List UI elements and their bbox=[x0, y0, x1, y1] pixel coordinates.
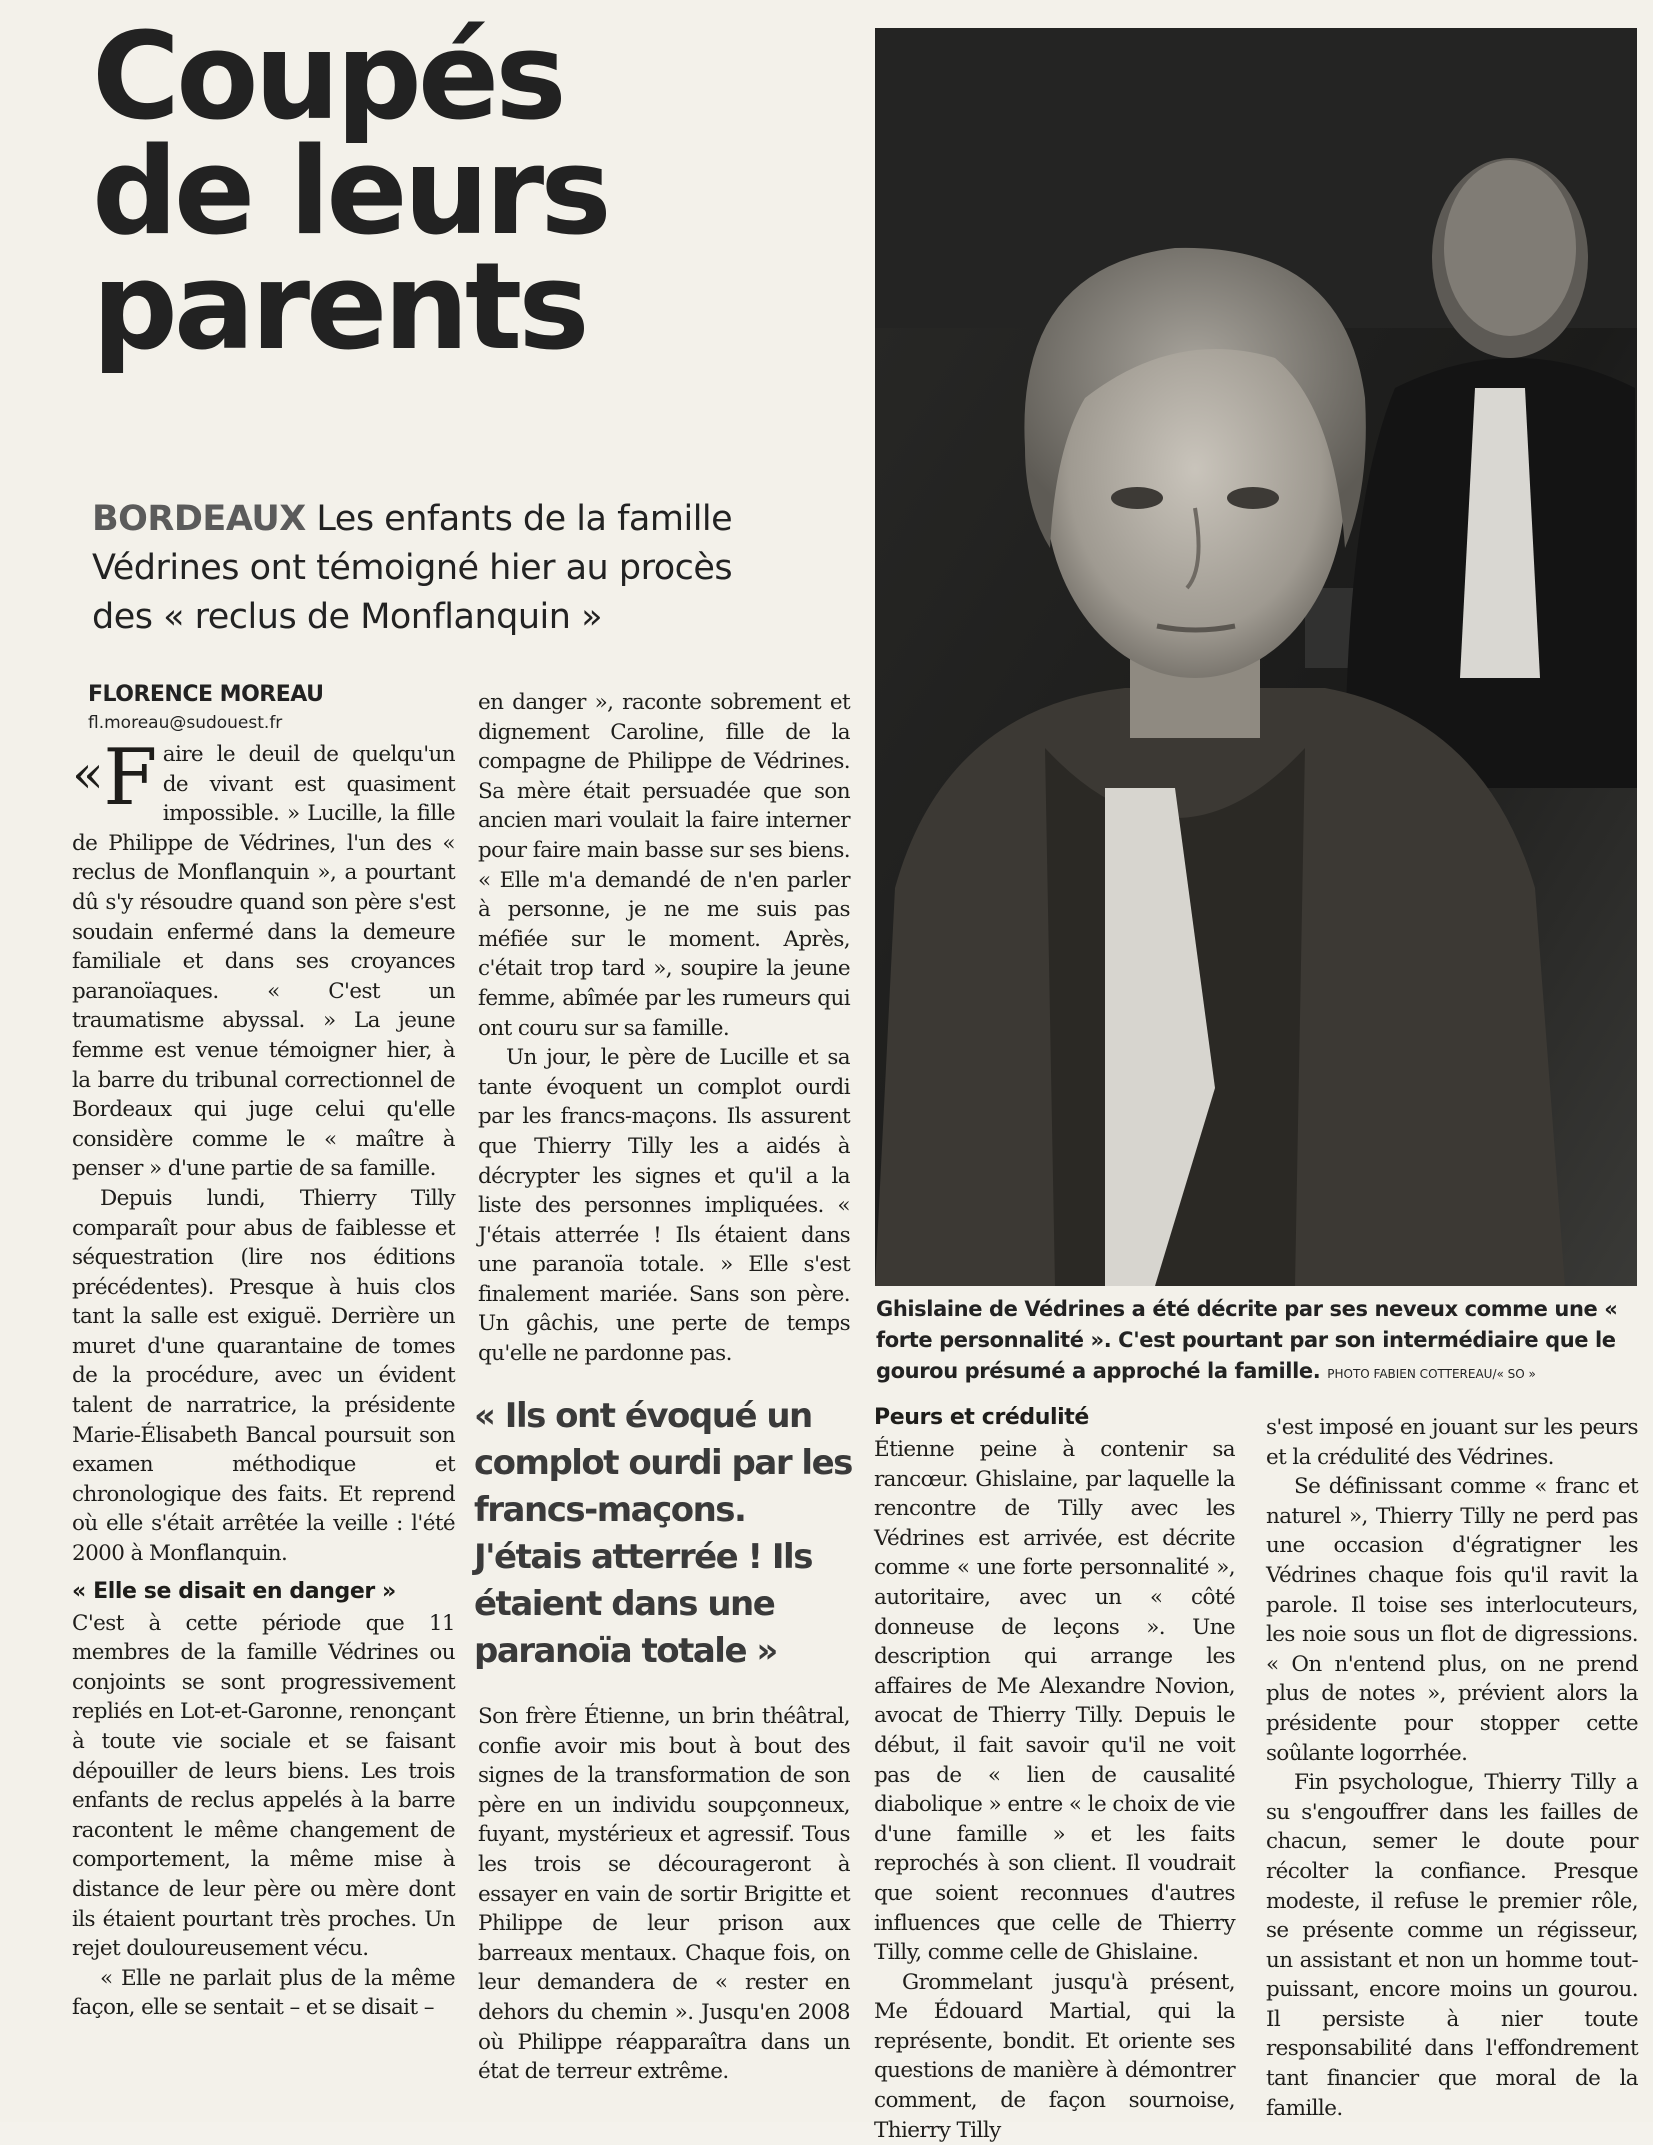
byline-email: fl.moreau@sudouest.fr bbox=[88, 713, 283, 733]
subheading-en-danger: « Elle se disait en danger » bbox=[72, 1578, 396, 1604]
article-column-4 bbox=[1266, 1413, 1638, 2123]
subheading-peurs-credulite: Peurs et crédulité bbox=[874, 1405, 1089, 1430]
article-column-1 bbox=[72, 733, 455, 2023]
article-paragraph-8: Étienne peine à contenir sa rancœur. Ghislaine, par laquelle la rencontre de Tilly avec les Védrines est arrivée, est décrite comme « une forte personnalité », autoritaire, avec un « côté donneuse de leçons ». Une description qui arrange les affaires de Me Alexandre Novion, avocat de Thierry Tilly. Depuis le début, il fait savoir qu'il ne voit pas de « lien de causalité diabolique » entre « le choix de vie d'une famille » et les faits reprochés à son client. Il voudrait que soient reconnues d'autres influences que celle de Thierry Tilly, comme celle de Ghislaine. bbox=[874, 1437, 1235, 1966]
photo-caption bbox=[876, 1294, 1636, 1390]
drop-cap: «F bbox=[72, 733, 157, 823]
deck-kicker: BORDEAUX bbox=[92, 499, 306, 539]
article-column-2-bottom bbox=[478, 1702, 850, 2087]
article-paragraph-5: en danger », raconte sobrement et dignement Caroline, fille de la compagne de Philippe de Védrines. Sa mère était persuadée que son ancien mari voulait la faire interner pour faire main basse sur ses biens. « Elle m'a demandé de n'en parler à personne, je ne me suis pas méfiée sur le moment. Après, c'était trop tard », soupire la jeune femme, abîmée par les rumeurs qui ont couru sur sa famille. bbox=[478, 690, 850, 1041]
article-paragraph-6: Un jour, le père de Lucille et sa tante évoquent un complot ourdi par les francs-maçons. Ils assurent que Thierry Tilly les a aidés à décrypter les signes et qu'il a la liste des personnes impliquées. « J'étais atterrée ! Ils étaient dans une paranoïa totale. » Elle s'est finalement mariée. Sans son père. Un gâchis, une perte de temps qu'elle ne pardonne pas. bbox=[478, 1045, 850, 1367]
article-column-2 bbox=[478, 688, 850, 1369]
photo-caption-text: Ghislaine de Védrines a été décrite par ses neveux comme une « forte personnalité ». C'est pourtant par son intermédiaire que le gourou présumé a approché la famille. bbox=[876, 1297, 1618, 1383]
article-column-3 bbox=[874, 1403, 1235, 2145]
article-photo bbox=[875, 28, 1637, 1286]
pull-quote: « Ils ont évoqué un complot ourdi par les francs-maçons. J'étais atterrée ! Ils étaient dans une paranoïa totale » bbox=[474, 1396, 852, 1671]
article-paragraph-9: Grommelant jusqu'à présent, Me Édouard Martial, qui la représente, bondit. Et oriente ses questions de manière à démontrer comment, de façon sournoise, Thierry Tilly bbox=[874, 1969, 1235, 2143]
article-paragraph-3: C'est à cette période que 11 membres de la famille Védrines ou conjoints se sont progressivement repliés en Lot-et-Garonne, renonçant à toute vie sociale et se faisant dépouiller de leurs biens. Les trois enfants de reclus appelés à la barre racontent le même changement de comportement, la même mise à distance de leur père ou mère dont ils étaient pourtant très proches. Un rejet douloureusement vécu. bbox=[72, 1610, 455, 1962]
article-paragraph-11: Se définissant comme « franc et naturel », Thierry Tilly ne perd pas une occasion d'égratigner les Védrines chaque fois qu'il ravit la parole. Il toise ses interlocuteurs, les noie sous un flot de digressions. « On n'entend plus, on ne prend plus de notes », prévient alors la présidente pour stopper cette soûlante logorrhée. bbox=[1266, 1474, 1638, 1766]
byline-author: FLORENCE MOREAU bbox=[88, 682, 324, 707]
headline-line-3: parents bbox=[92, 238, 586, 377]
article-paragraph-12: Fin psychologue, Thierry Tilly a su s'engouffrer dans les failles de chacun, semer le doute pour récolter la confiance. Presque modeste, il refuse le premier rôle, se présente comme un régisseur, un assistant et non un homme tout-puissant, encore moins un gourou. Il persiste à nier toute responsabilité dans l'effondrement tant financier que moral de la famille. bbox=[1266, 1770, 1638, 2121]
headline-line-1: Coupés bbox=[92, 8, 563, 147]
article-paragraph-10: s'est imposé en jouant sur les peurs et la crédulité des Védrines. bbox=[1266, 1415, 1638, 1470]
article-paragraph-7: Son frère Étienne, un brin théâtral, confie avoir mis bout à bout des signes de la transformation de son père en un individu soupçonneux, fuyant, mystérieux et agressif. Tous les trois se décourageront à essayer en vain de sortir Brigitte et Philippe de leur prison aux barreaux mentaux. Chaque fois, on leur demandera de « rester en dehors du chemin ». Jusqu'en 2008 où Philippe réapparaîtra dans un état de terreur extrême. bbox=[478, 1704, 850, 2085]
article-paragraph-4: « Elle ne parlait plus de la même façon, elle se sentait – et se disait – bbox=[72, 1965, 455, 2021]
portrait-illustration bbox=[875, 28, 1637, 1286]
article-paragraph-1: «F aire le deuil de quelqu'un de vivant est quasiment impossible. » Lucille, la fille de Philippe de Védrines, l'un des « reclus de Monflanquin », a pourtant dû s'y résoudre quand son père s'est soudain enfermé dans la demeure familiale et dans ses croyances paranoïaques. « C'est un traumatisme abyssal. » La jeune femme est venue témoigner hier, à la barre du tribunal correctionnel de Bordeaux qui juge celui qu'elle considère comme le « maître à penser » d'une partie de sa famille. bbox=[72, 733, 455, 1182]
photo-credit: PHOTO FABIEN COTTEREAU/« SO » bbox=[1327, 1367, 1536, 1381]
headline bbox=[92, 8, 652, 377]
article-paragraph-2: Depuis lundi, Thierry Tilly comparaît pour abus de faiblesse et séquestration (lire nos éditions précédentes). Presque à huis clos tant la salle est exiguë. Derrière un muret d'une quarantaine de tomes de la procédure, avec un évident talent de narratrice, la présidente Marie-Élisabeth Bancal poursuit son examen méthodique et chronologique des faits. Et reprend où elle s'était arrêtée la veille : l'été 2000 à Monflanquin. bbox=[72, 1185, 455, 1567]
headline-line-2: de leurs bbox=[92, 123, 608, 262]
deck bbox=[92, 495, 792, 642]
deck-text: Les enfants de la famille Védrines ont témoigné hier au procès des « reclus de Monflanquin » bbox=[92, 499, 733, 637]
